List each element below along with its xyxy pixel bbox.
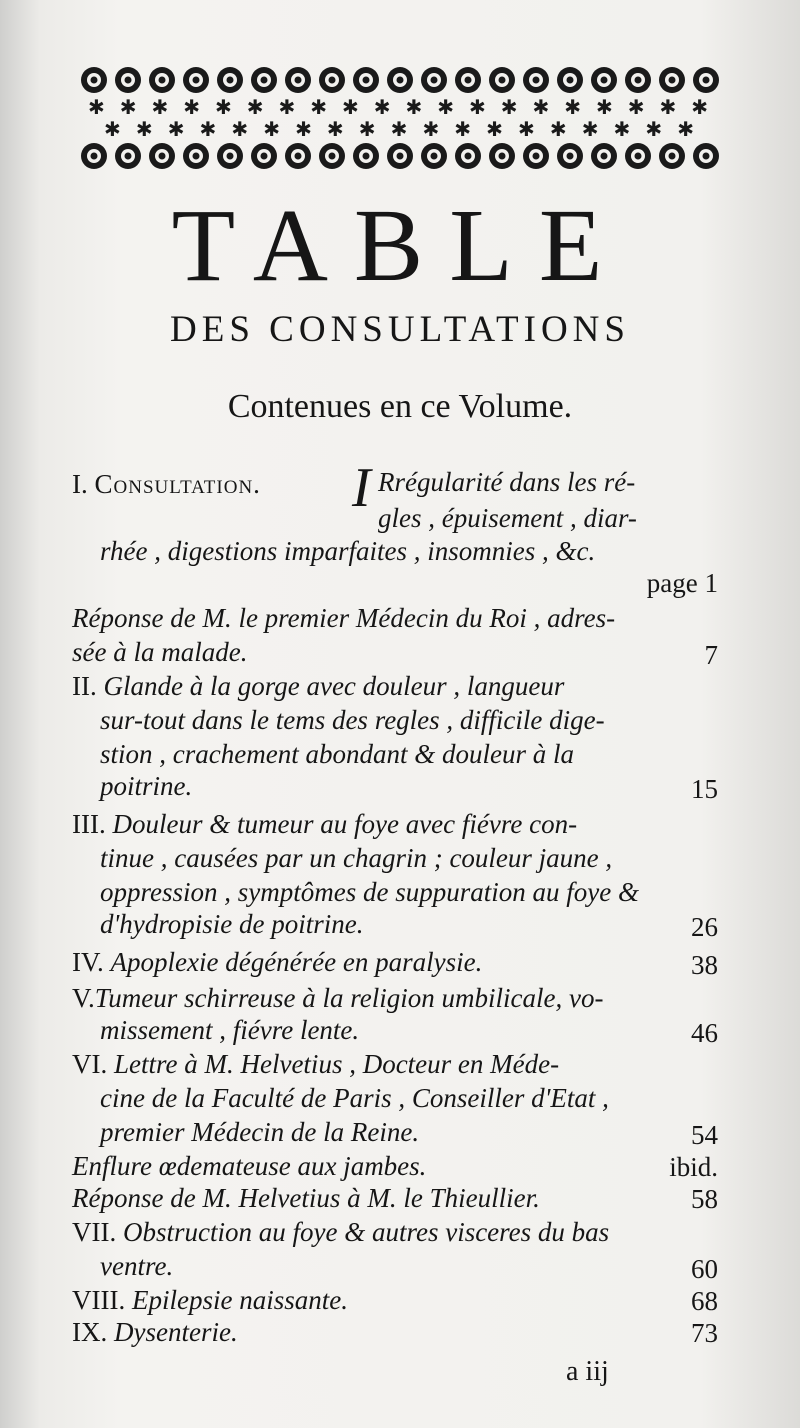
rosette-row-bottom [81,143,719,169]
entry-3-line-1 [72,670,564,702]
entry-4-number: III. [72,809,113,839]
entry-10-line-2: ventre. [100,1251,174,1281]
entry-11-line-1 [72,1284,348,1316]
entry-12-line-1 [72,1316,238,1348]
entry-10-text-1: Obstruction au foye & autres visceres du bas [122,1217,610,1247]
entry-8-page: ibid. [669,1152,718,1182]
entry-6-page: 46 [691,1018,718,1048]
entry-5-page: 38 [691,950,718,980]
page-title: TABLE [171,188,629,303]
entry-2-line-2: sée à la malade. [72,637,248,667]
entry-9-line-1: Réponse de M. Helvetius à M. le Thieullier. [72,1183,540,1213]
entry-5-text-1: Apoplexie dégénérée en paralysie. [110,947,483,977]
entry-12-page: 73 [691,1318,718,1348]
rosette-row-top [81,67,719,93]
entry-5-line-1 [72,946,482,978]
entry-6-number: V. [72,983,95,1013]
entry-12-number: IX. [72,1317,114,1347]
entry-3-page: 15 [691,774,718,804]
entry-6-text-1: Tumeur schirreuse à la religion umbilicale, vo- [94,983,604,1013]
entry-11-page: 68 [691,1286,718,1316]
entry-3-line-2: sur-tout dans le tems des regles , difficile dige- [100,705,605,735]
page-subtitle: DES CONSULTATIONS [170,309,630,350]
entry-1-number: I. [72,469,95,499]
entry-8-line-1: Enflure œdemateuse aux jambes. [72,1151,427,1181]
svg-text:✱ ✱ ✱ ✱ ✱ ✱ ✱ ✱ ✱ ✱ ✱ ✱ ✱ ✱ ✱: ✱ ✱ ✱ ✱ ✱ ✱ ✱ ✱ ✱ ✱ ✱ ✱ ✱ ✱ ✱ ✱ ✱ ✱ ✱ ✱ [88,95,708,119]
signature-mark: a iij [566,1356,609,1387]
entry-4-line-1 [72,808,577,840]
entry-3-line-4: poitrine. [100,771,193,801]
entry-10-number: VII. [72,1217,123,1247]
entry-7-line-1 [72,1048,559,1080]
entry-4-text-1: Douleur & tumeur au foye avec fiévre con- [112,809,578,839]
entry-1-line-2: gles , épuisement , diar- [378,503,637,533]
entry-5-number: IV. [72,947,111,977]
entry-1-page [647,568,718,599]
entry-1-line-3: rhée , digestions imparfaites , insomnies , &c. [100,536,596,566]
entry-1-page-label: page [646,568,698,598]
entry-1-line-1: Rrégularité dans les ré- [378,467,636,497]
entry-3-text-1: Glande à la gorge avec douleur , langueur [103,671,565,701]
entry-7-text-1: Lettre à M. Helvetius , Docteur en Méde- [114,1049,560,1079]
entry-10-page: 60 [691,1254,718,1284]
entry-1-heading [72,468,261,500]
entry-2-line-1: Réponse de M. le premier Médecin du Roi , adres- [72,603,616,633]
entry-2-page: 7 [704,640,718,670]
entry-4-page: 26 [691,912,718,942]
entry-3-number: II. [72,671,104,701]
entry-6-line-1 [72,982,603,1014]
entry-7-number: VI. [72,1049,114,1079]
svg-text:✱ ✱ ✱ ✱ ✱ ✱ ✱ ✱ ✱ ✱ ✱ ✱ ✱ ✱ ✱: ✱ ✱ ✱ ✱ ✱ ✱ ✱ ✱ ✱ ✱ ✱ ✱ ✱ ✱ ✱ ✱ ✱ ✱ ✱ [104,117,694,141]
entry-1-label: Consultation. [94,469,261,499]
entry-10-line-1 [72,1216,609,1248]
entry-9-page: 58 [691,1184,718,1214]
page-subtitle-volume: Contenues en ce Volume. [227,388,573,425]
star-rows [88,95,708,141]
entry-12-text-1: Dysenterie. [114,1317,238,1347]
entry-11-number: VIII. [72,1285,132,1315]
entry-1-initial: I [352,457,371,519]
entry-7-line-2: cine de la Faculté de Paris , Conseiller d'Etat , [100,1083,609,1113]
entry-1-page-number: 1 [704,568,718,598]
entry-4-line-3: oppression , symptômes de suppuration au foye & [100,877,639,907]
entry-3-line-3: stion , crachement abondant & douleur à la [100,739,574,769]
ornament-band [78,62,728,174]
entry-11-text-1: Epilepsie naissante. [131,1285,348,1315]
entry-7-line-3: premier Médecin de la Reine. [100,1117,420,1147]
entry-4-line-4: d'hydropisie de poitrine. [100,909,364,939]
entry-7-page: 54 [691,1120,718,1150]
entry-6-line-2: missement , fiévre lente. [100,1015,360,1045]
entry-4-line-2: tinue , causées par un chagrin ; couleur jaune , [100,843,613,873]
